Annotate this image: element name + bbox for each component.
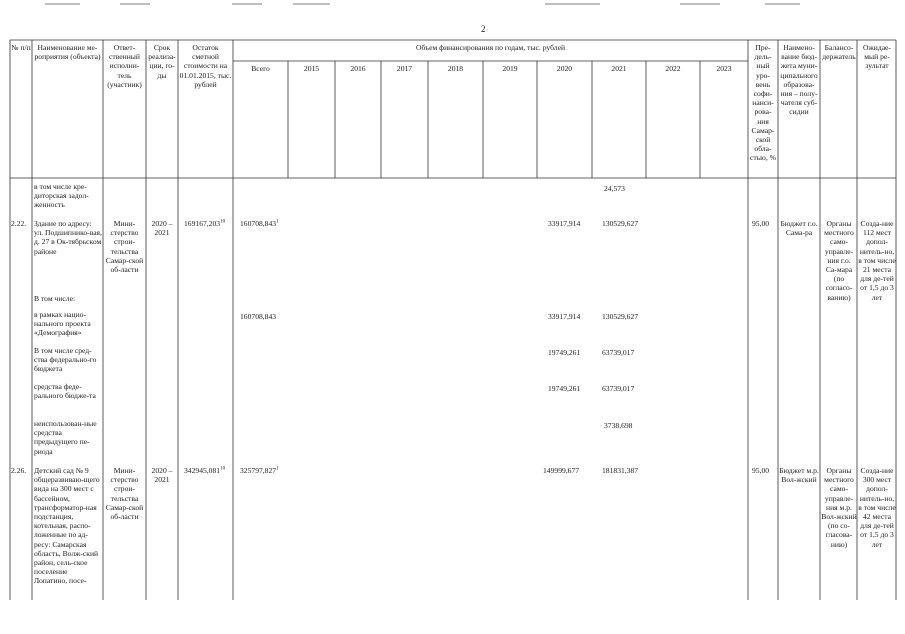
header-col-limit: Пре-дель-ный уро-вень софи-нанси-рова-ния Самар-ской обла-стью, % [750, 43, 776, 163]
header-col-total: Всего [251, 64, 270, 73]
row-222-holder: Органы местного само-управле-ния г.о. Са-мара (по согласо-ванию) [824, 219, 854, 302]
row-222-2020: 33917,914 [548, 219, 581, 228]
header-year-2018: 2018 [447, 64, 464, 73]
row-226-term: 2020 – 2021 [151, 466, 173, 485]
row-creditor-debt-2021: 24,573 [604, 184, 625, 193]
header-year-2022: 2022 [665, 64, 681, 73]
header-year-2017: 2017 [396, 64, 413, 73]
page-number: 2 [481, 24, 486, 34]
row-222-name: Здание по адресу: ул. Подшипнико-вая, д. 27 в Ок-тябрьском районе [34, 219, 102, 256]
row-federal-funds-2021: 63739,017 [602, 384, 635, 393]
header-year-2021: 2021 [611, 64, 627, 73]
row-222-term: 2020 – 2021 [151, 219, 173, 238]
row-federal-funds-name: средства феде-рального бюдже-та [34, 382, 96, 401]
row-national-project-total: 160708,843 [240, 312, 277, 321]
row-222-number: 2.22. [11, 219, 27, 228]
row-222-result: Созда-ние 112 мест допол-нитель-но, в том числе 21 места для де-тей от 1,5 до 3 лет [858, 219, 896, 302]
header-year-2016: 2016 [350, 64, 366, 73]
row-unused-funds-2021: 3738,698 [604, 421, 633, 430]
row-including-label: В том числе: [34, 294, 76, 303]
row-national-project-2021: 130529,627 [602, 312, 639, 321]
header-col-result: Ожидае-мый ре-зультат [863, 43, 891, 71]
header-col-budget: Наимено-вание бюд-жета муни-ципального образова-ния – полу-чателя суб-сидии [780, 43, 818, 117]
header-year-2015: 2015 [303, 64, 320, 73]
row-creditor-debt-name: в том числе кре-диторская задол-женность [34, 182, 89, 210]
row-222-balance: 169167,203$^{10}$ [184, 219, 226, 228]
row-222-total: 160708,843$^1$ [240, 219, 279, 228]
header-col-term: Срок реализа-ции, го-ды [148, 43, 176, 80]
row-226-balance: 342945,081$^{10}$ [184, 466, 226, 475]
header-col-number: № п/п [11, 43, 31, 52]
row-226-holder: Органы местного само-управле-ния м.р. Вол-жский (по со-гласова-нию) [821, 466, 857, 549]
row-222-responsible: Мини-стерство строи-тельства Самар-ской об-ласти [105, 219, 144, 275]
header-col-responsible: Ответ-ственный исполни-тель (участник) [107, 43, 142, 89]
row-226-2020: 149999,677 [543, 466, 580, 475]
row-226-result: Созда-ние 300 мест допол-нитель-но, в том числе 42 места для де-тей от 1,5 до 3 лет [858, 466, 896, 549]
header-year-2023: 2023 [716, 64, 732, 73]
header-col-holder: Балансо-держатель [822, 43, 856, 62]
header-col-funding: Объем финансирования по годам, тыс. рублей [415, 43, 566, 52]
row-federal-incl-2020: 19749,261 [548, 348, 581, 357]
row-226-name: Детский сад № 9 общеразвиваю-щего вида на 300 мест с бассейном, трансформатор-ная подстанция, котельная, распо-ложенные по ад-ресу: Самарская область, Волж-ский район, сель-ское поселение Лопатино, посе- [34, 466, 100, 586]
row-national-project-2020: 33917,914 [548, 312, 581, 321]
header-year-2019: 2019 [502, 64, 518, 73]
row-226-2021: 181831,387 [602, 466, 639, 475]
row-226-budget: Бюджет м.р. Вол-жский [779, 466, 819, 485]
row-national-project-name: в рамках нацио-нального проекта «Демография» [34, 310, 91, 338]
header-year-2020: 2020 [556, 64, 573, 73]
row-222-budget: Бюджет г.о. Сама-ра [780, 219, 818, 238]
row-226-number: 2.26. [11, 466, 27, 475]
row-federal-funds-2020: 19749,261 [548, 384, 581, 393]
row-federal-incl-2021: 63739,017 [602, 348, 635, 357]
row-226-total: 325797,827$^1$ [240, 466, 279, 475]
row-226-responsible: Мини-стерство строи-тельства Самар-ской об-ласти [105, 466, 144, 522]
row-222-2021: 130529,627 [602, 219, 639, 228]
header-col-balance: Остаток сметной стоимости на 01.01.2015, тыс. рублей [179, 43, 232, 89]
row-federal-incl-name: В том числе сред-ства федерально-го бюджета [34, 346, 97, 374]
row-unused-funds-name: неиспользован-ные средства предыдущего пе-риода [34, 419, 97, 456]
row-222-limit: 95,00 [752, 219, 770, 228]
header-col-name: Наименование ме-роприятия (объекта) [34, 43, 101, 62]
row-226-limit: 95,00 [752, 466, 770, 475]
